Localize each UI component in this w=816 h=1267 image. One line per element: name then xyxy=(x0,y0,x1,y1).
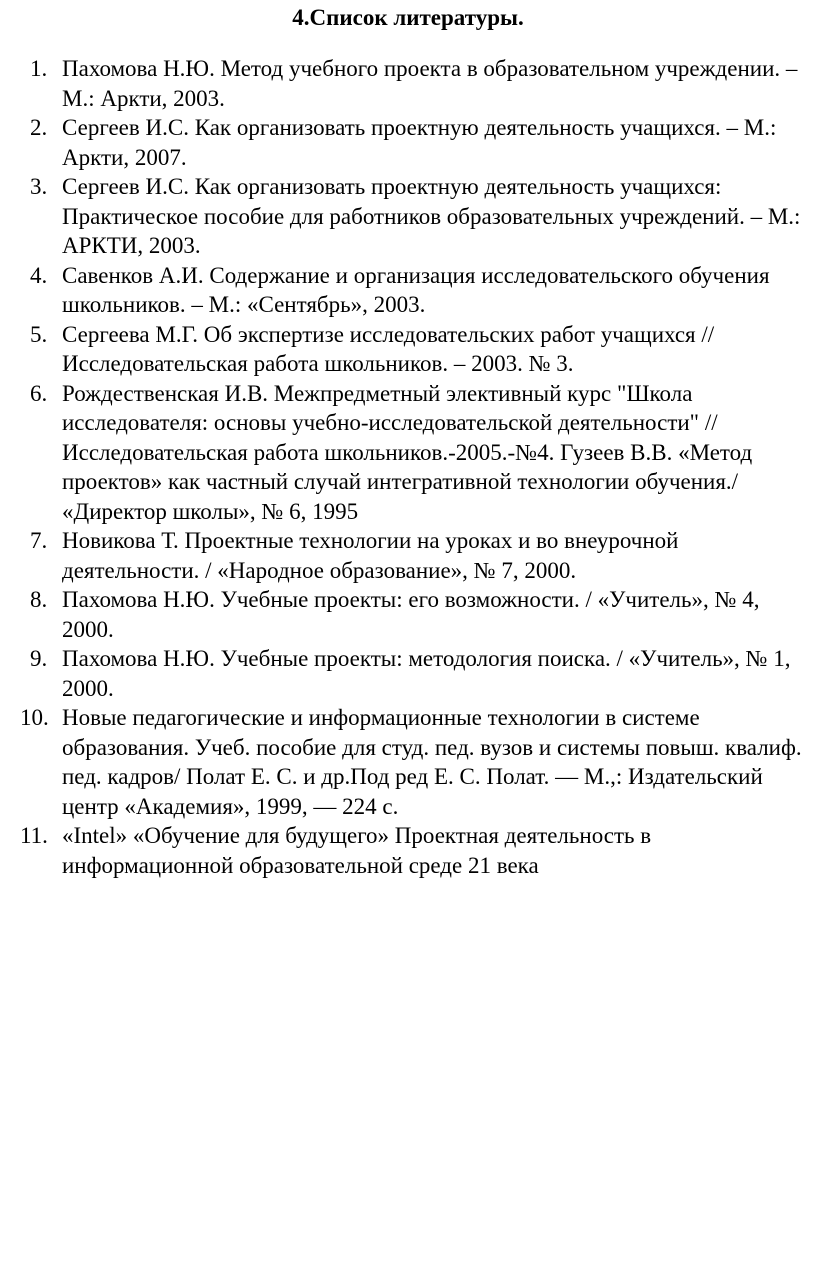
list-item-text: Новикова Т. Проектные технологии на уроках и во внеурочной деятельности. / «Народное образование», № 7, 2000. xyxy=(62,528,679,583)
list-item xyxy=(0,54,816,113)
list-item-number: 4. xyxy=(30,262,48,288)
list-item-number: 6. xyxy=(30,380,48,406)
list-item-number: 1. xyxy=(30,56,48,81)
list-item-text: «Intel» «Обучение для будущего» Проектная деятельность в информационной образовательной среде 21 века xyxy=(62,823,652,878)
list-item-text: Новые педагогические и информационные технологии в системе образования. Учеб. пособие для студ. пед. вузов и системы повыш. квалиф. пед. кадров/ Полат Е. С. и др.Под ред Е. С. Полат. — М.,: Издательский центр «Академия», 1999, — 224 с. xyxy=(62,705,802,819)
reference-list xyxy=(0,54,816,880)
list-item-number: 10. xyxy=(20,705,49,730)
list-item-number: 3. xyxy=(30,174,48,199)
list-item xyxy=(0,320,816,379)
list-item-text: Пахомова Н.Ю. Метод учебного проекта в образовательном учреждении. – М.: Аркти, 2003. xyxy=(62,56,798,111)
list-item-number: 11. xyxy=(20,823,48,848)
list-item xyxy=(0,644,816,703)
list-item-number: 2. xyxy=(30,115,48,140)
list-item xyxy=(0,113,816,172)
list-item xyxy=(0,821,816,880)
list-item-number: 9. xyxy=(30,646,48,671)
list-item-text: Рождественская И.В. Межпредметный элективный курс "Школа исследователя: основы учебно-исследовательской деятельности" //Исследовательская работа школьников.-2005.-№4. Гузеев В.В. «Метод проектов» как частный случай интегративной технологии обучения./ «Директор школы», № 6, 1995 xyxy=(62,380,753,524)
list-item-text: Пахомова Н.Ю. Учебные проекты: его возможности. / «Учитель», № 4, 2000. xyxy=(62,587,760,642)
list-item-number: 8. xyxy=(30,587,48,612)
list-item-text: Сергеев И.С. Как организовать проектную деятельность учащихся. – М.: Аркти, 2007. xyxy=(62,115,777,170)
list-item-number: 5. xyxy=(30,321,48,347)
list-item-text: Савенков А.И. Содержание и организация исследовательского обучения школьников. – М.: «Сентябрь», 2003. xyxy=(62,262,770,317)
list-item xyxy=(0,526,816,585)
list-item-text: Сергеев И.С. Как организовать проектную деятельность учащихся: Практическое пособие для работников образовательных учреждений. – М.: АРКТИ, 2003. xyxy=(62,174,801,258)
list-item xyxy=(0,172,816,261)
list-item xyxy=(0,261,816,320)
list-item xyxy=(0,703,816,821)
list-item-text: Сергеева М.Г. Об экспертизе исследовательских работ учащихся // Исследовательская работа школьников. – 2003. № 3. xyxy=(62,321,715,376)
list-item-text: Пахомова Н.Ю. Учебные проекты: методология поиска. / «Учитель», № 1, 2000. xyxy=(62,646,791,701)
list-item-number: 7. xyxy=(30,528,48,553)
list-item xyxy=(0,379,816,527)
list-item xyxy=(0,585,816,644)
page-title: 4.Список литературы. xyxy=(292,5,524,30)
